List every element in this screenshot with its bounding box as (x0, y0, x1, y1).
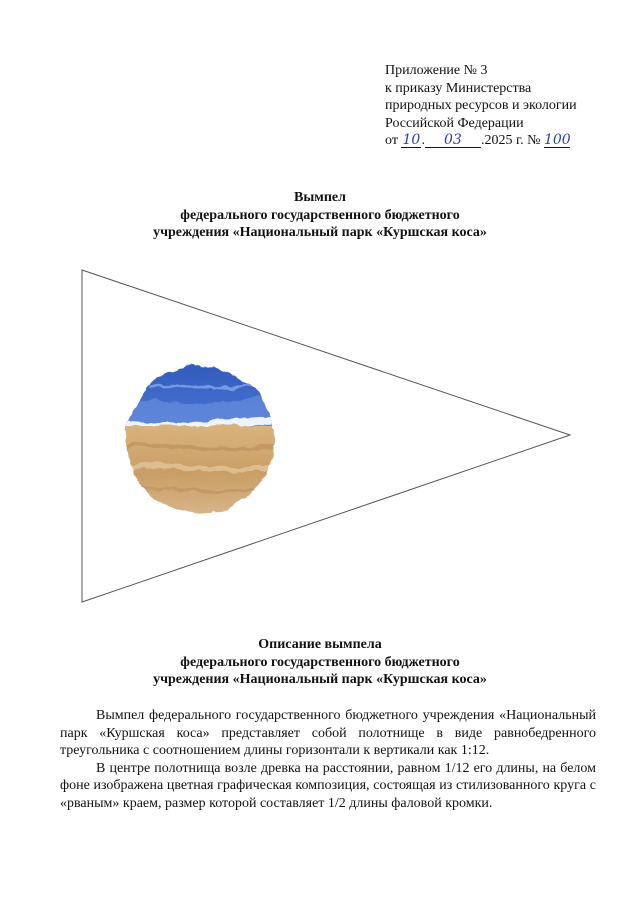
date-prefix: от (385, 133, 398, 148)
title-line: Вымпел (294, 190, 346, 205)
description-title (0, 636, 640, 689)
description-paragraph: В центре полотнища возле древка на расстоянии, равном 1/12 его длины, на белом фоне изображена цветная графическая композиция, состоящая из стилизованного круга с «рваным» краем, размер которой составляет 1/2 длины фаловой кромки. (60, 760, 596, 811)
appendix-block (385, 62, 577, 150)
title-line: федерального государственного бюджетного (180, 207, 460, 223)
date-year: .2025 г. № (480, 133, 541, 148)
appendix-line: Российской Федерации (385, 115, 524, 131)
handwritten-day: 10 (402, 132, 421, 148)
appendix-date-line (385, 132, 577, 150)
pennant-figure (80, 268, 576, 608)
handwritten-month: 03 (425, 133, 481, 148)
handwritten-order-number: 100 (543, 132, 571, 148)
appendix-line: Приложение № 3 (385, 63, 488, 78)
date-dot: . (421, 133, 425, 148)
title-line: Описание вымпела (258, 637, 382, 652)
title-line: федерального государственного бюджетного (180, 654, 460, 670)
appendix-line: к приказу Министерства (385, 80, 532, 96)
title-line: учреждения «Национальный парк «Куршская коса» (153, 225, 487, 240)
appendix-line: природных ресурсов и экологии (385, 98, 577, 113)
description-body (60, 707, 596, 812)
description-paragraph: Вымпел федерального государственного бюджетного учреждения «Национальный парк «Куршская коса» представляет собой полотнище в виде равнобедренного треугольника с соотношением длины горизонтали к вертикали как 1:12. (60, 708, 596, 758)
pennant-title (0, 189, 640, 242)
title-line: учреждения «Национальный парк «Куршская коса» (153, 672, 487, 687)
